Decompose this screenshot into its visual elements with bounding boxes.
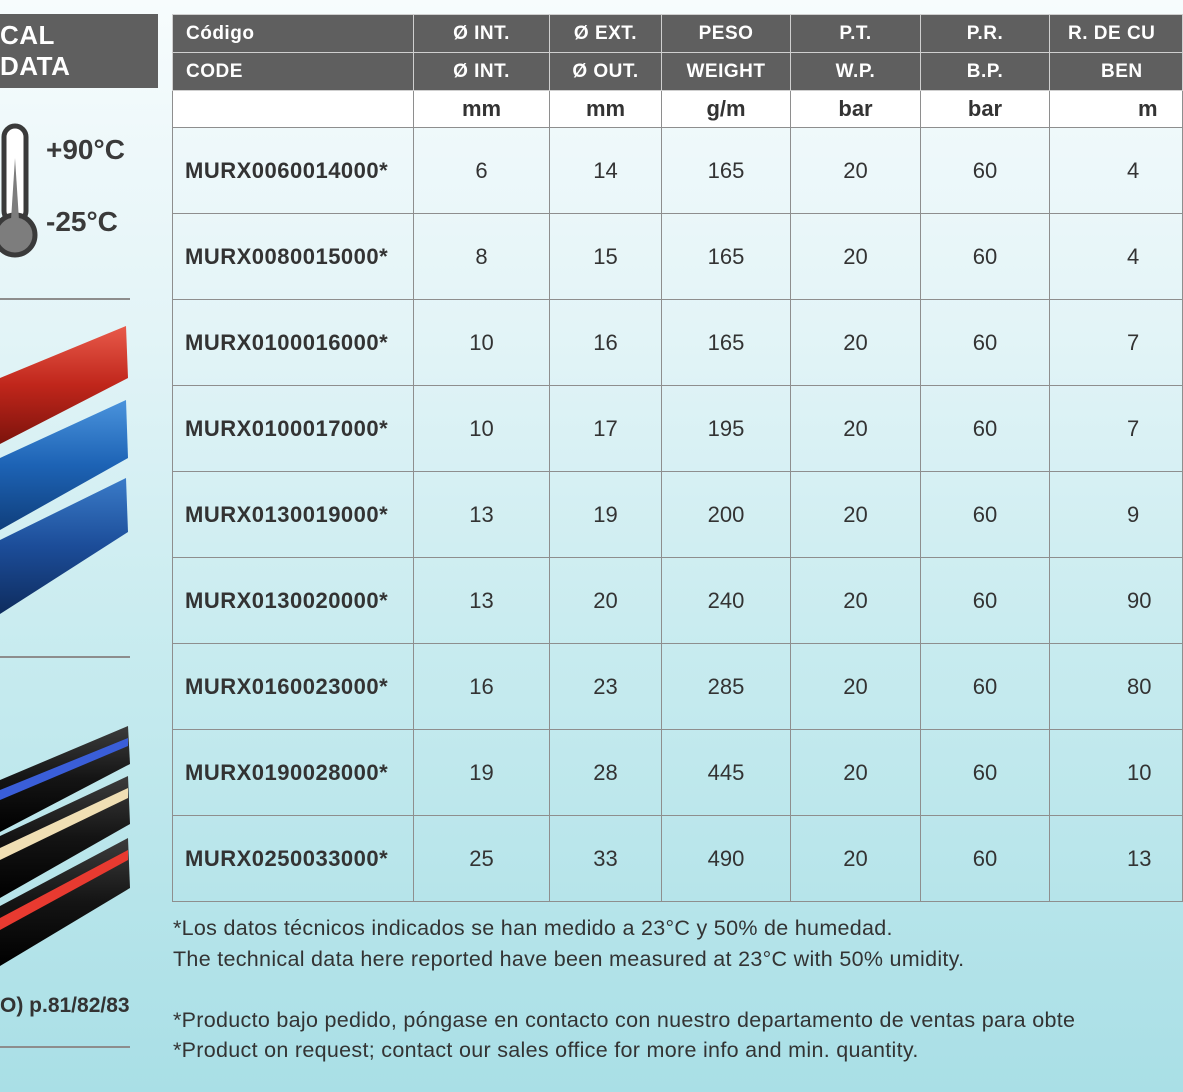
- catalog-pages-reference: O) p.81/82/83: [0, 994, 130, 1017]
- temperature-range: [0, 120, 140, 270]
- cell-pr: 60: [921, 300, 1050, 386]
- note-measure-es: *Los datos técnicos indicados se han medido a 23°C y 50% de humedad.: [173, 916, 893, 940]
- col-header-code-en: CODE: [173, 53, 414, 91]
- table-row: [173, 730, 1183, 816]
- units-row: [173, 91, 1183, 128]
- cell-pr: 60: [921, 730, 1050, 816]
- cell-code: MURX0250033000*: [173, 816, 414, 902]
- divider-1: [0, 298, 130, 300]
- temp-min-label: -25°C: [46, 206, 118, 237]
- cell-ext: 20: [550, 558, 662, 644]
- cell-rc: 80: [1050, 644, 1183, 730]
- cell-pr: 60: [921, 644, 1050, 730]
- note-order-es: *Producto bajo pedido, póngase en contacto con nuestro departamento de ventas para obte: [173, 1008, 1076, 1032]
- section-title: CAL DATA: [0, 20, 71, 81]
- cell-pt: 20: [791, 300, 921, 386]
- col-header-pt-es: P.T.: [791, 15, 921, 53]
- cell-pr: 60: [921, 558, 1050, 644]
- cell-peso: 165: [662, 300, 791, 386]
- cell-int: 13: [414, 558, 550, 644]
- table-row: [173, 300, 1183, 386]
- cell-rc: 7: [1050, 300, 1183, 386]
- cell-pt: 20: [791, 558, 921, 644]
- cell-pr: 60: [921, 816, 1050, 902]
- note-measure-en: The technical data here reported have been measured at 23°C with 50% umidity.: [173, 947, 965, 971]
- cell-pt: 20: [791, 472, 921, 558]
- cell-ext: 14: [550, 128, 662, 214]
- col-header-peso-en: WEIGHT: [662, 53, 791, 91]
- table-row: [173, 472, 1183, 558]
- header-row-es: [173, 15, 1183, 53]
- cell-ext: 16: [550, 300, 662, 386]
- col-header-rc-en: BEN: [1050, 53, 1183, 91]
- unit-rc: m: [1050, 91, 1183, 128]
- cell-ext: 19: [550, 472, 662, 558]
- table-row: [173, 816, 1183, 902]
- cell-pr: 60: [921, 386, 1050, 472]
- table-row: [173, 644, 1183, 730]
- cell-ext: 33: [550, 816, 662, 902]
- cell-rc: 90: [1050, 558, 1183, 644]
- cell-int: 16: [414, 644, 550, 730]
- header-row-en: [173, 53, 1183, 91]
- cell-peso: 240: [662, 558, 791, 644]
- hose-black-striped-image: [0, 720, 132, 970]
- cell-rc: 10: [1050, 730, 1183, 816]
- note-order-en: *Product on request; contact our sales office for more info and min. quantity.: [173, 1038, 919, 1062]
- col-header-peso-es: PESO: [662, 15, 791, 53]
- unit-int: mm: [414, 91, 550, 128]
- cell-code: MURX0190028000*: [173, 730, 414, 816]
- col-header-pr-en: B.P.: [921, 53, 1050, 91]
- cell-code: MURX0130019000*: [173, 472, 414, 558]
- cell-int: 6: [414, 128, 550, 214]
- cell-pr: 60: [921, 128, 1050, 214]
- cell-pr: 60: [921, 472, 1050, 558]
- cell-pt: 20: [791, 816, 921, 902]
- cell-rc: 7: [1050, 386, 1183, 472]
- cell-rc: 4: [1050, 214, 1183, 300]
- cell-rc: 13: [1050, 816, 1183, 902]
- cell-pt: 20: [791, 644, 921, 730]
- cell-ext: 28: [550, 730, 662, 816]
- cell-rc: 4: [1050, 128, 1183, 214]
- cell-code: MURX0130020000*: [173, 558, 414, 644]
- col-header-int-es: Ø INT.: [414, 15, 550, 53]
- divider-3: [0, 1046, 130, 1048]
- cell-code: MURX0160023000*: [173, 644, 414, 730]
- thermometer-icon: [0, 120, 40, 270]
- cell-int: 10: [414, 386, 550, 472]
- cell-code: MURX0100016000*: [173, 300, 414, 386]
- cell-pt: 20: [791, 386, 921, 472]
- unit-peso: g/m: [662, 91, 791, 128]
- col-header-code-es: Código: [173, 15, 414, 53]
- col-header-pt-en: W.P.: [791, 53, 921, 91]
- col-header-pr-es: P.R.: [921, 15, 1050, 53]
- col-header-rc-es: R. DE CU: [1050, 15, 1183, 53]
- col-header-ext-es: Ø EXT.: [550, 15, 662, 53]
- cell-peso: 200: [662, 472, 791, 558]
- cell-peso: 490: [662, 816, 791, 902]
- cell-pr: 60: [921, 214, 1050, 300]
- cell-ext: 15: [550, 214, 662, 300]
- cell-int: 19: [414, 730, 550, 816]
- cell-ext: 17: [550, 386, 662, 472]
- cell-code: MURX0080015000*: [173, 214, 414, 300]
- spec-table: [172, 14, 1183, 902]
- cell-ext: 23: [550, 644, 662, 730]
- cell-int: 8: [414, 214, 550, 300]
- cell-peso: 165: [662, 214, 791, 300]
- table-row: [173, 558, 1183, 644]
- cell-int: 10: [414, 300, 550, 386]
- cell-pt: 20: [791, 214, 921, 300]
- cell-pt: 20: [791, 128, 921, 214]
- table-row: [173, 214, 1183, 300]
- cell-int: 13: [414, 472, 550, 558]
- unit-ext: mm: [550, 91, 662, 128]
- cell-pt: 20: [791, 730, 921, 816]
- temp-max-label: +90°C: [46, 134, 125, 165]
- cell-code: MURX0060014000*: [173, 128, 414, 214]
- col-header-ext-en: Ø OUT.: [550, 53, 662, 91]
- cell-int: 25: [414, 816, 550, 902]
- divider-2: [0, 656, 130, 658]
- table-row: [173, 386, 1183, 472]
- unit-pr: bar: [921, 91, 1050, 128]
- cell-peso: 285: [662, 644, 791, 730]
- hose-red-blue-image: [0, 318, 130, 638]
- cell-code: MURX0100017000*: [173, 386, 414, 472]
- unit-code: [173, 91, 414, 128]
- table-row: [173, 128, 1183, 214]
- unit-pt: bar: [791, 91, 921, 128]
- cell-rc: 9: [1050, 472, 1183, 558]
- col-header-int-en: Ø INT.: [414, 53, 550, 91]
- cell-peso: 165: [662, 128, 791, 214]
- cell-peso: 195: [662, 386, 791, 472]
- cell-peso: 445: [662, 730, 791, 816]
- section-title-band: [0, 14, 158, 88]
